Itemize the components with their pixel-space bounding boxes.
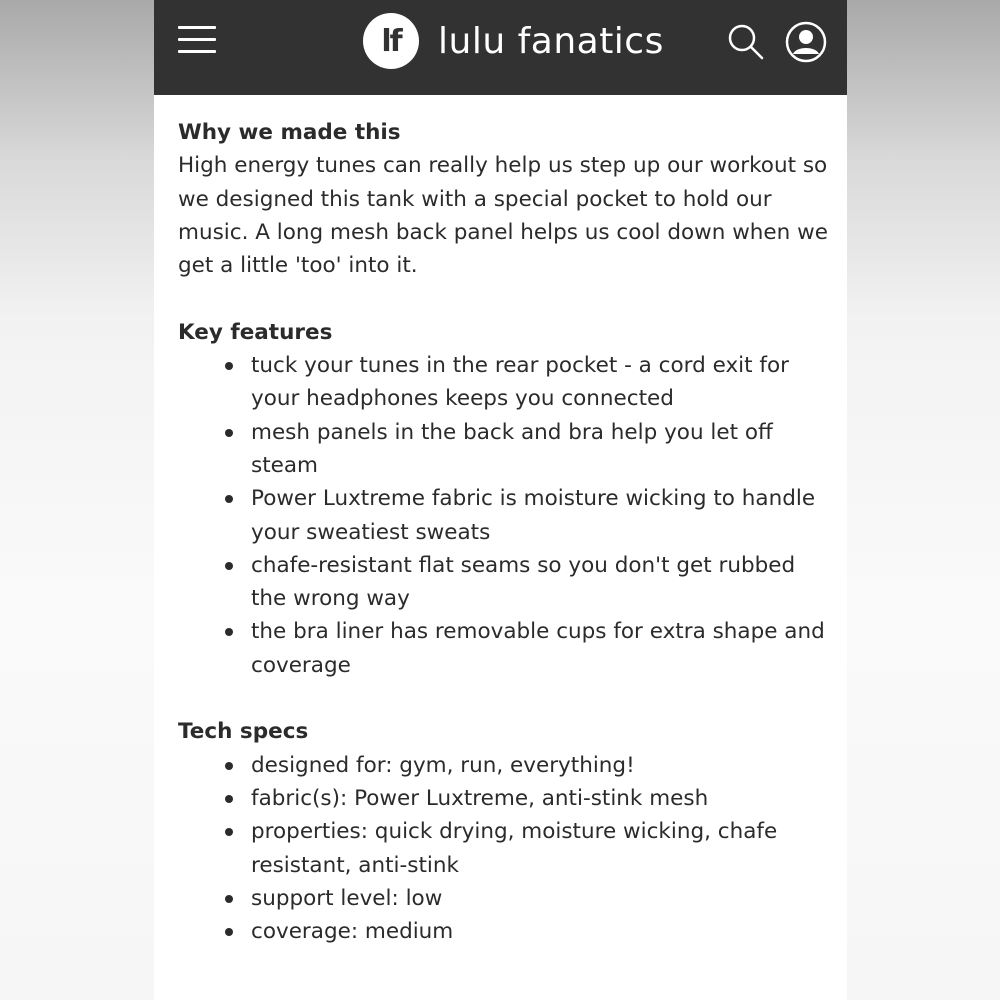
top-navigation-bar (154, 0, 847, 95)
key-features-section (178, 316, 828, 682)
list-item: coverage: medium (178, 915, 828, 948)
hamburger-menu-icon[interactable] (178, 26, 216, 56)
menu-line (178, 38, 216, 41)
product-details (178, 116, 828, 948)
list-item: fabric(s): Power Luxtreme, anti-stink mesh (178, 782, 828, 815)
tech-specs-section (178, 715, 828, 948)
list-item: the bra liner has removable cups for extra shape and coverage (178, 615, 828, 682)
menu-line (178, 50, 216, 53)
list-item: designed for: gym, run, everything! (178, 749, 828, 782)
list-item: mesh panels in the back and bra help you let off steam (178, 416, 828, 483)
list-item: support level: low (178, 882, 828, 915)
section-title: Key features (178, 319, 333, 345)
search-icon[interactable] (726, 22, 766, 62)
brand-home-link[interactable] (363, 13, 664, 69)
brand-name: lulu fanatics (438, 20, 664, 62)
section-title: Tech specs (178, 719, 309, 745)
why-section (178, 116, 828, 282)
user-account-icon[interactable] (784, 20, 828, 64)
app-screen (154, 0, 847, 1000)
section-body: High energy tunes can really help us step up our workout so we designed this tank with a special pocket to hold our music. A long mesh back panel helps us cool down when we get a little 'too' into it. (178, 153, 828, 279)
list-item: properties: quick drying, moisture wicking, chafe resistant, anti-stink (178, 815, 828, 882)
list-item: chafe-resistant flat seams so you don't get rubbed the wrong way (178, 549, 828, 616)
brand-logo: lf (363, 13, 419, 69)
key-features-list (178, 349, 828, 682)
list-item: Power Luxtreme fabric is moisture wicking to handle your sweatiest sweats (178, 482, 828, 549)
menu-line (178, 26, 216, 29)
section-title: Why we made this (178, 120, 401, 145)
tech-specs-list (178, 749, 828, 949)
list-item: tuck your tunes in the rear pocket - a cord exit for your headphones keeps you connected (178, 349, 828, 416)
